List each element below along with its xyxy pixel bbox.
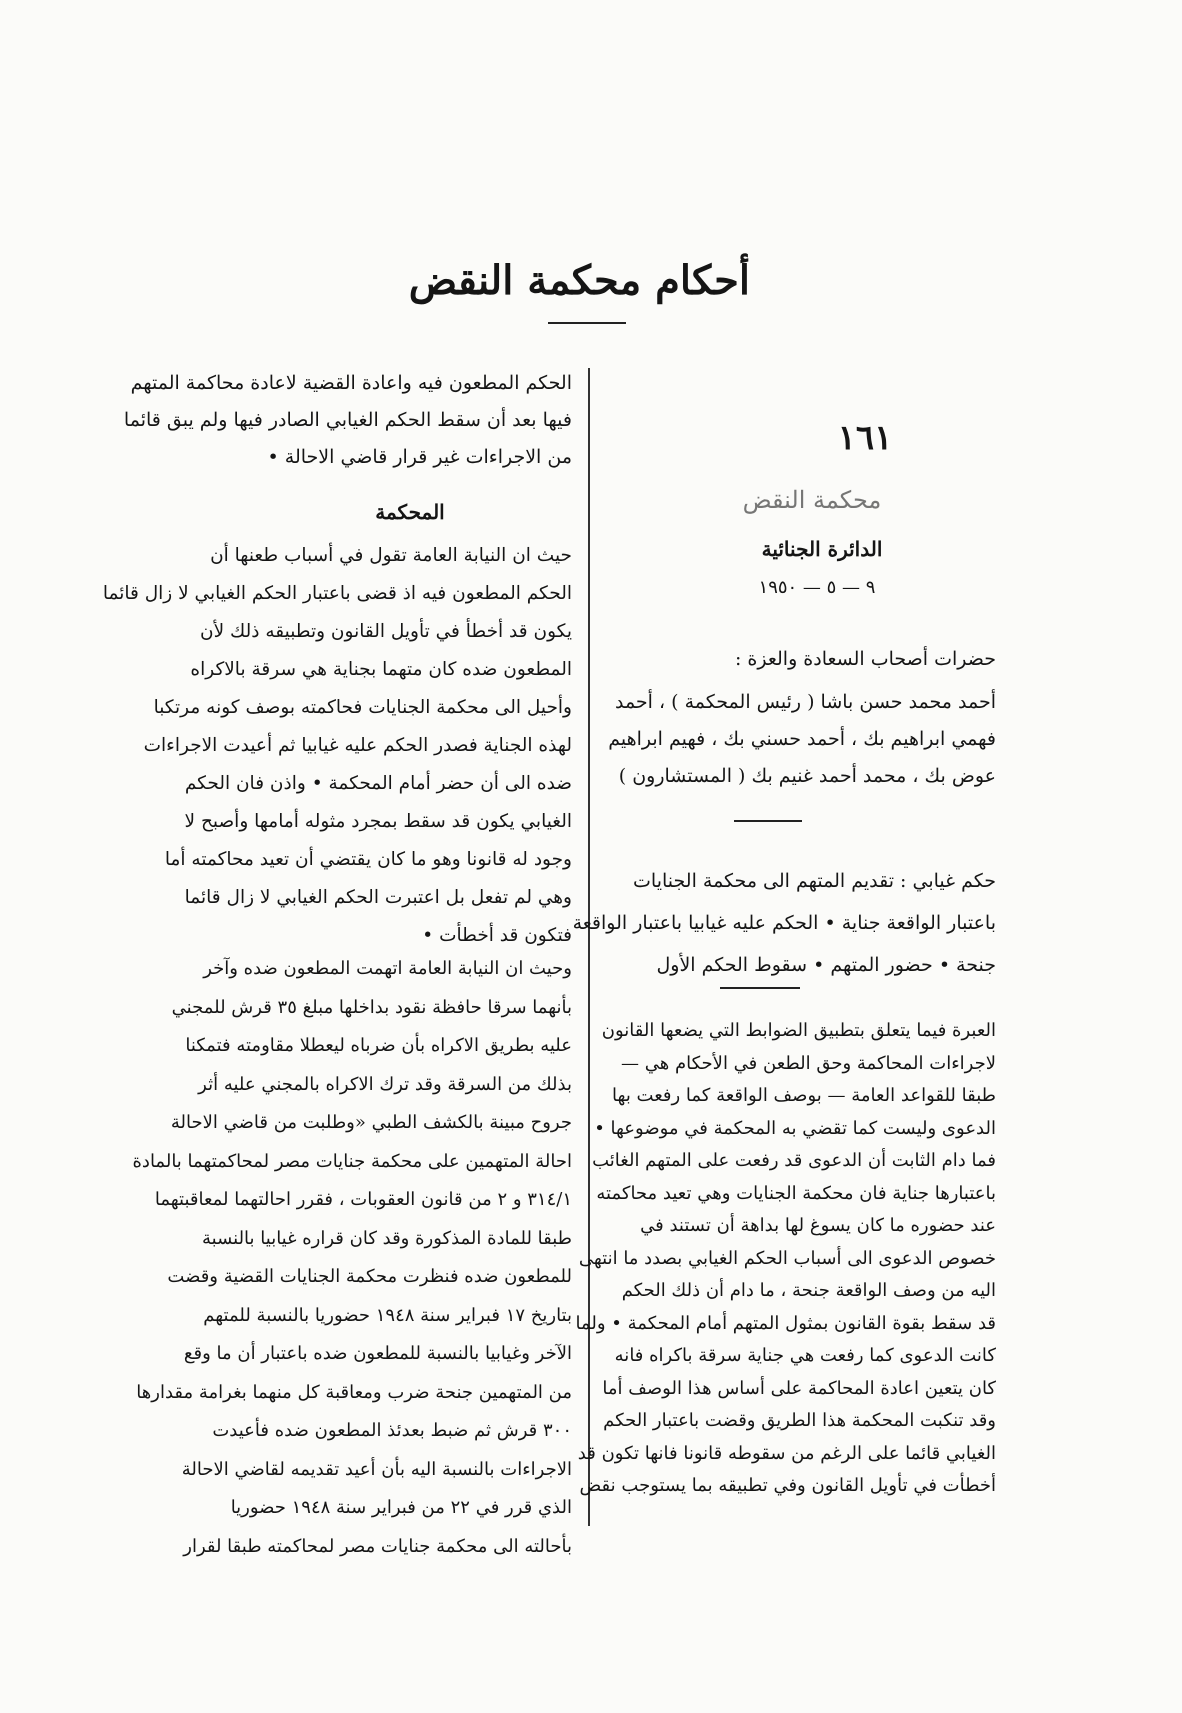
column-divider xyxy=(588,368,590,1526)
continuation-line: من الاجراءات غير قرار قاضي الاحالة • xyxy=(267,446,572,468)
title-underline xyxy=(548,322,626,324)
paragraph-line: جروح مبينة بالكشف الطبي «وطلبت من قاضي الاحالة xyxy=(170,1112,572,1133)
paragraph-line: المطعون ضده كان متهما بجناية هي سرقة بالاكراه xyxy=(190,659,572,680)
paragraph-line: ٣١٤/١ و ٢ من قانون العقوبات ، فقرر احالتهما لمعاقبتهما xyxy=(154,1189,572,1210)
principle-line: قد سقط بقوة القانون بمثول المتهم أمام المحكمة • ولما xyxy=(575,1312,996,1334)
principle-line: الغيابي قائما على الرغم من سقوطه قانونا فانها تكون قد xyxy=(577,1442,996,1464)
section-heading: المحكمة xyxy=(375,500,445,524)
paragraph-line: من المتهمين جنحة ضرب ومعاقبة كل منهما بغرامة مقدارها xyxy=(136,1381,572,1403)
court-paragraph-1 xyxy=(102,537,572,955)
summary-line: باعتبار الواقعة جناية • الحكم عليه غيابيا باعتبار الواقعة xyxy=(572,912,996,934)
court-stamp: محكمة النقض xyxy=(742,486,882,514)
paragraph-line: احالة المتهمين على محكمة جنايات مصر لمحاكمتهما بالمادة xyxy=(132,1150,572,1172)
section-rule xyxy=(734,820,802,822)
principle-line: عند حضوره ما كان يسوغ لها بداهة أن تستند في xyxy=(640,1215,996,1236)
principle-line: كانت الدعوى كما رفعت هي جناية سرقة باكراه فانه xyxy=(614,1345,996,1366)
paragraph-line: وحيث ان النيابة العامة اتهمت المطعون ضده وآخر xyxy=(203,958,572,979)
paragraph-line: طبقا للمادة المذكورة وقد كان قراره غيابيا بالنسبة xyxy=(202,1227,572,1249)
case-summary xyxy=(572,860,996,986)
bench-intro: حضرات أصحاب السعادة والعزة : xyxy=(734,648,996,670)
principle-line: اليه من وصف الواقعة جنحة ، ما دام أن ذلك الحكم xyxy=(621,1280,996,1301)
paragraph-line: الغيابي يكون قد سقط بمجرد مثوله أمامها وأصبح لا xyxy=(184,811,572,832)
paragraph-line: بأنهما سرقا حافظة نقود بداخلها مبلغ ٣٥ قرش للمجني xyxy=(171,996,572,1018)
judgment-date: ٩ — ٥ — ١٩٥٠ xyxy=(758,577,876,598)
continuation-line: الحكم المطعون فيه واعادة القضية لاعادة محاكمة المتهم xyxy=(130,372,572,394)
paragraph-line: ٣٠٠ قرش ثم ضبط بعدئذ المطعون ضده فأعيدت xyxy=(212,1420,572,1441)
paragraph-line: وهي لم تفعل بل اعتبرت الحكم الغيابي لا زال قائما xyxy=(184,887,572,908)
section-rule xyxy=(720,987,800,989)
paragraph-line: الآخر وغيابيا بالنسبة للمطعون ضده باعتبار أن ما وقع xyxy=(183,1343,572,1364)
paragraph-line: لهذه الجناية فصدر الحكم عليه غيابيا ثم أعيدت الاجراءات xyxy=(143,735,572,756)
principle-continuation xyxy=(123,365,572,476)
summary-line: جنحة • حضور المتهم • سقوط الحكم الأول xyxy=(656,954,996,976)
principle-line: خصوص الدعوى الى أسباب الحكم الغيابي بصدد ما انتهى xyxy=(578,1247,996,1269)
paragraph-line: عليه بطريق الاكراه بأن ضرباه ليعطلا مقاومته فتمكنا xyxy=(185,1035,572,1056)
legal-principle xyxy=(575,1015,996,1503)
paragraph-line: حيث ان النيابة العامة تقول في أسباب طعنها أن xyxy=(210,545,572,566)
principle-line: العبرة فيما يتعلق بتطبيق الضوابط التي يضعها القانون xyxy=(601,1020,996,1041)
case-number: ١٦١ xyxy=(837,418,893,458)
principle-line: الدعوى وليست كما تقضي به المحكمة في موضوعها • xyxy=(594,1117,996,1139)
court-paragraph-2 xyxy=(132,950,572,1566)
bench-line: عوض بك ، محمد أحمد غنيم بك ( المستشارون ) xyxy=(618,765,996,787)
page-title: أحكام محكمة النقض xyxy=(408,257,750,304)
paragraph-line: الذي قرر في ٢٢ من فبراير سنة ١٩٤٨ حضوريا xyxy=(230,1497,572,1518)
bench-line: أحمد محمد حسن باشا ( رئيس المحكمة ) ، أحمد xyxy=(614,691,996,713)
circuit-name: الدائرة الجنائية xyxy=(761,537,883,561)
principle-line: كان يتعين اعادة المحاكمة على أساس هذا الوصف أما xyxy=(602,1377,996,1399)
paragraph-line: للمطعون ضده فنظرت محكمة الجنايات القضية وقضت xyxy=(167,1266,572,1287)
paragraph-line: فتكون قد أخطأت • xyxy=(422,925,572,946)
paragraph-line: بأحالته الى محكمة جنايات مصر لمحاكمته طبقا لقرار xyxy=(183,1535,572,1557)
paragraph-line: وجود له قانونا وهو ما كان يقتضي أن تعيد محاكمته أما xyxy=(164,849,572,870)
principle-line: لاجراءات المحاكمة وحق الطعن في الأحكام هي — xyxy=(621,1052,996,1074)
bench-members xyxy=(604,684,996,795)
principle-line: وقد تنكبت المحكمة هذا الطريق وقضت باعتبار الحكم xyxy=(603,1410,996,1431)
paragraph-line: بذلك من السرقة وقد ترك الاكراه بالمجني عليه أثر xyxy=(198,1073,572,1095)
summary-line: حكم غيابي : تقديم المتهم الى محكمة الجنايات xyxy=(633,870,996,892)
paragraph-line: الاجراءات بالنسبة اليه بأن أعيد تقديمه لقاضي الاحالة xyxy=(181,1458,572,1480)
principle-line: طبقا للقواعد العامة — بوصف الواقعة كما رفعت بها xyxy=(612,1085,996,1106)
paragraph-line: ضده الى أن حضر أمام المحكمة • واذن فان الحكم xyxy=(184,773,572,794)
paragraph-line: يكون قد أخطأ في تأويل القانون وتطبيقه ذلك لأن xyxy=(199,621,572,642)
bench-line: فهمي ابراهيم بك ، أحمد حسني بك ، فهيم ابراهيم xyxy=(608,728,996,750)
principle-line: فما دام الثابت أن الدعوى قد رفعت على المتهم الغائب xyxy=(592,1150,996,1171)
paragraph-line: بتاريخ ١٧ فبراير سنة ١٩٤٨ حضوريا بالنسبة للمتهم xyxy=(203,1304,572,1326)
principle-line: أخطأت في تأويل القانون وفي تطبيقه بما يستوجب نقض xyxy=(579,1475,996,1496)
principle-line: باعتبارها جناية فان محكمة الجنايات وهي تعيد محاكمته xyxy=(596,1182,996,1204)
continuation-line: فيها بعد أن سقط الحكم الغيابي الصادر فيها ولم يبق قائما xyxy=(123,409,572,431)
paragraph-line: الحكم المطعون فيه اذ قضى باعتبار الحكم الغيابي لا زال قائما xyxy=(102,583,572,604)
paragraph-line: وأحيل الى محكمة الجنايات فحاكمته بوصف كونه مرتكبا xyxy=(153,697,572,718)
